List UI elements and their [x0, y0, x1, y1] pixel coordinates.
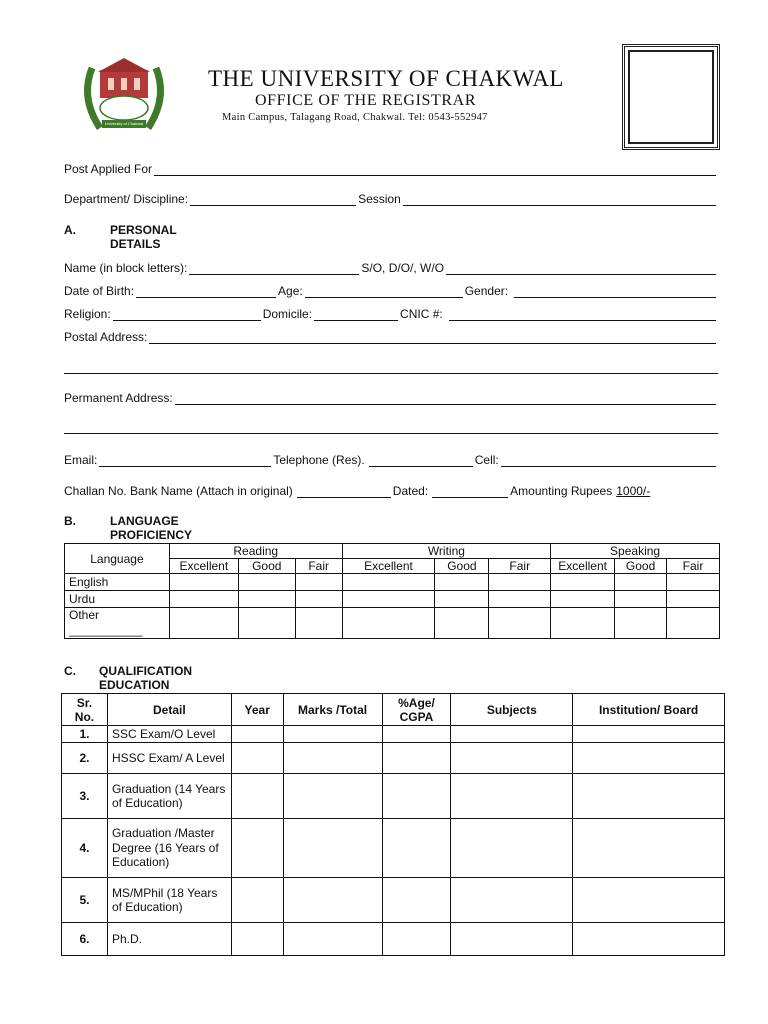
- table-cell[interactable]: [283, 878, 382, 923]
- table-cell[interactable]: [382, 774, 451, 819]
- table-row: [65, 608, 720, 639]
- university-logo: [74, 48, 174, 144]
- table-cell[interactable]: [382, 878, 451, 923]
- challan-row: [64, 484, 718, 498]
- section-b-number: B.: [64, 514, 76, 528]
- speaking-header: Speaking: [551, 544, 720, 559]
- section-b-title: LANGUAGE PROFICIENCY: [110, 514, 193, 542]
- language-other-blank[interactable]: ___________: [69, 623, 143, 637]
- relation-input[interactable]: [446, 263, 716, 275]
- table-row: [62, 923, 725, 956]
- religion-input[interactable]: [113, 309, 261, 321]
- table-cell[interactable]: [283, 726, 382, 743]
- table-row: [62, 774, 725, 819]
- dated-input[interactable]: [432, 486, 508, 498]
- detail-cell: Graduation /Master Degree (16 Years of Education): [107, 819, 231, 878]
- qualification-table: [61, 693, 725, 956]
- table-cell[interactable]: [489, 574, 551, 591]
- table-row: [62, 726, 725, 743]
- col-header-detail: Detail: [107, 694, 231, 726]
- table-cell[interactable]: [435, 591, 489, 608]
- session-label: Session: [358, 192, 401, 206]
- table-cell[interactable]: [231, 774, 283, 819]
- domicile-input[interactable]: [314, 309, 398, 321]
- table-cell[interactable]: [169, 608, 238, 639]
- table-cell[interactable]: [382, 819, 451, 878]
- department-row: [64, 192, 718, 206]
- table-cell[interactable]: [615, 591, 667, 608]
- level-header: Good: [435, 559, 489, 574]
- table-row: [62, 743, 725, 774]
- level-header: Excellent: [169, 559, 238, 574]
- postal-row: [64, 330, 718, 344]
- table-cell[interactable]: [169, 591, 238, 608]
- amount-label: Amounting Rupees: [510, 484, 613, 498]
- name-input[interactable]: [189, 263, 359, 275]
- table-cell[interactable]: [283, 743, 382, 774]
- email-input[interactable]: [99, 455, 271, 467]
- detail-cell: SSC Exam/O Level: [107, 726, 231, 743]
- religion-row: [64, 307, 718, 321]
- table-cell[interactable]: [238, 591, 295, 608]
- reading-header: Reading: [169, 544, 342, 559]
- department-input[interactable]: [190, 194, 356, 206]
- cell-input[interactable]: [501, 455, 716, 467]
- col-header-marks: Marks /Total: [283, 694, 382, 726]
- dob-input[interactable]: [136, 286, 276, 298]
- section-a-number: A.: [64, 223, 76, 237]
- table-row: [62, 878, 725, 923]
- sr-number: 2.: [62, 743, 108, 774]
- sr-number: 1.: [62, 726, 108, 743]
- table-cell[interactable]: [342, 608, 435, 639]
- section-a-heading: [64, 223, 177, 251]
- cnic-input[interactable]: [449, 309, 716, 321]
- table-cell[interactable]: [283, 774, 382, 819]
- language-other-label: Other: [69, 608, 100, 622]
- session-input[interactable]: [403, 194, 716, 206]
- col-header-percentage: %Age/ CGPA: [382, 694, 451, 726]
- language-col-header: Language: [65, 544, 170, 574]
- language-other: [65, 608, 170, 639]
- table-row: [62, 819, 725, 878]
- detail-cell: Ph.D.: [107, 923, 231, 956]
- permanent-label: Permanent Address:: [64, 391, 173, 405]
- col-header-sr: Sr. No.: [62, 694, 108, 726]
- section-a-title: PERSONAL DETAILS: [110, 223, 177, 251]
- amount-value: 1000/-: [616, 484, 651, 498]
- dob-row: [64, 284, 718, 298]
- table-cell[interactable]: [573, 819, 725, 878]
- table-cell[interactable]: [615, 608, 667, 639]
- table-cell[interactable]: [451, 743, 573, 774]
- postal-input-line-2[interactable]: [64, 362, 718, 374]
- campus-address: Main Campus, Talagang Road, Chakwal. Tel: 0543-552947: [222, 112, 488, 123]
- sr-number: 4.: [62, 819, 108, 878]
- table-cell[interactable]: [451, 819, 573, 878]
- office-subtitle: OFFICE OF THE REGISTRAR: [255, 92, 477, 109]
- level-header: Fair: [667, 559, 720, 574]
- table-cell[interactable]: [238, 608, 295, 639]
- post-row: [64, 162, 718, 176]
- table-cell[interactable]: [382, 923, 451, 956]
- logo-caption: University of Chakwal: [104, 121, 144, 126]
- contact-row: [64, 453, 718, 467]
- table-cell[interactable]: [551, 591, 615, 608]
- table-cell[interactable]: [342, 574, 435, 591]
- email-label: Email:: [64, 453, 98, 467]
- table-cell[interactable]: [295, 591, 342, 608]
- permanent-row: [64, 391, 718, 405]
- cell-label: Cell:: [474, 453, 499, 467]
- table-cell[interactable]: [435, 608, 489, 639]
- age-label: Age:: [278, 284, 303, 298]
- age-input[interactable]: [305, 286, 463, 298]
- detail-cell: HSSC Exam/ A Level: [107, 743, 231, 774]
- col-header-year: Year: [231, 694, 283, 726]
- level-header: Fair: [489, 559, 551, 574]
- table-cell[interactable]: [231, 878, 283, 923]
- photo-box[interactable]: [622, 44, 720, 150]
- table-cell[interactable]: [231, 923, 283, 956]
- sr-number: 5.: [62, 878, 108, 923]
- relation-label: S/O, D/O/, W/O: [361, 261, 445, 275]
- sr-number: 6.: [62, 923, 108, 956]
- table-cell[interactable]: [489, 608, 551, 639]
- domicile-label: Domicile:: [262, 307, 313, 321]
- postal-label: Postal Address:: [64, 330, 148, 344]
- section-b-heading: [64, 514, 193, 542]
- col-header-institution: Institution/ Board: [573, 694, 725, 726]
- table-cell[interactable]: [435, 574, 489, 591]
- gender-input[interactable]: [514, 286, 716, 298]
- level-header: Excellent: [551, 559, 615, 574]
- name-label: Name (in block letters):: [64, 261, 188, 275]
- post-label: Post Applied For: [64, 162, 153, 176]
- challan-label: Challan No. Bank Name (Attach in original): [64, 484, 293, 498]
- university-title: THE UNIVERSITY OF CHAKWAL: [208, 66, 564, 91]
- challan-input[interactable]: [297, 486, 391, 498]
- writing-header: Writing: [342, 544, 551, 559]
- gender-label: Gender:: [464, 284, 509, 298]
- table-cell[interactable]: [451, 923, 573, 956]
- language-urdu: Urdu: [65, 591, 170, 608]
- level-header: Fair: [295, 559, 342, 574]
- level-header: Excellent: [342, 559, 435, 574]
- section-c-heading: [64, 664, 193, 692]
- section-c-title: QUALIFICATION EDUCATION: [99, 664, 193, 692]
- table-cell[interactable]: [451, 878, 573, 923]
- table-cell[interactable]: [489, 591, 551, 608]
- dob-label: Date of Birth:: [64, 284, 135, 298]
- section-c-number: C.: [64, 664, 76, 678]
- table-cell[interactable]: [283, 923, 382, 956]
- table-cell[interactable]: [573, 774, 725, 819]
- table-cell[interactable]: [667, 574, 720, 591]
- table-cell[interactable]: [231, 819, 283, 878]
- table-cell[interactable]: [451, 774, 573, 819]
- table-cell[interactable]: [382, 726, 451, 743]
- name-row: [64, 261, 718, 275]
- permanent-input-line-2[interactable]: [64, 422, 718, 434]
- table-cell[interactable]: [342, 591, 435, 608]
- telephone-label: Telephone (Res).: [273, 453, 365, 467]
- table-cell[interactable]: [573, 878, 725, 923]
- table-cell[interactable]: [295, 574, 342, 591]
- table-cell[interactable]: [238, 574, 295, 591]
- table-row: [65, 591, 720, 608]
- table-cell[interactable]: [283, 819, 382, 878]
- postal-input[interactable]: [149, 332, 716, 344]
- table-cell[interactable]: [573, 743, 725, 774]
- table-cell[interactable]: [231, 743, 283, 774]
- table-cell[interactable]: [573, 923, 725, 956]
- table-row: [65, 574, 720, 591]
- table-cell[interactable]: [231, 726, 283, 743]
- table-cell[interactable]: [667, 608, 720, 639]
- table-cell[interactable]: [451, 726, 573, 743]
- detail-cell: Graduation (14 Years of Education): [107, 774, 231, 819]
- table-cell[interactable]: [667, 591, 720, 608]
- level-header: Good: [615, 559, 667, 574]
- dated-label: Dated:: [392, 484, 429, 498]
- post-input[interactable]: [154, 164, 716, 176]
- table-cell[interactable]: [382, 743, 451, 774]
- language-table: [64, 543, 720, 639]
- postal-row-2: [64, 362, 718, 374]
- table-cell[interactable]: [169, 574, 238, 591]
- level-header: Good: [238, 559, 295, 574]
- telephone-input[interactable]: [369, 455, 473, 467]
- religion-label: Religion:: [64, 307, 111, 321]
- table-cell[interactable]: [551, 608, 615, 639]
- table-cell[interactable]: [573, 726, 725, 743]
- permanent-input[interactable]: [175, 393, 716, 405]
- table-cell[interactable]: [615, 574, 667, 591]
- language-english: English: [65, 574, 170, 591]
- col-header-subjects: Subjects: [451, 694, 573, 726]
- detail-cell: MS/MPhil (18 Years of Education): [107, 878, 231, 923]
- department-label: Department/ Discipline:: [64, 192, 189, 206]
- cnic-label: CNIC #:: [400, 307, 443, 321]
- table-cell[interactable]: [295, 608, 342, 639]
- table-cell[interactable]: [551, 574, 615, 591]
- sr-number: 3.: [62, 774, 108, 819]
- permanent-row-2: [64, 422, 718, 434]
